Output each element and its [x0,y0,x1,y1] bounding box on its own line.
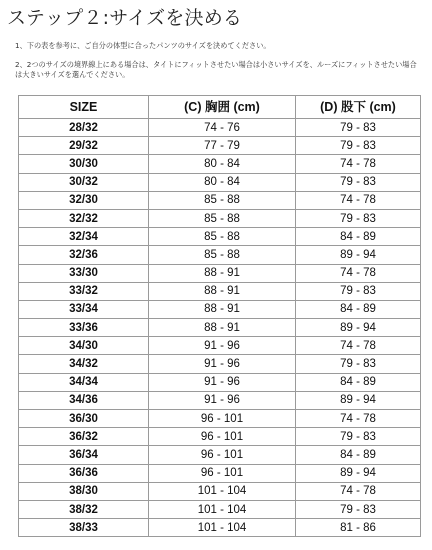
chest-cell: 80 - 84 [149,173,296,191]
inseam-cell: 89 - 94 [296,464,421,482]
header-chest: (C) 胸囲 (cm) [149,96,296,119]
inseam-cell: 84 - 89 [296,300,421,318]
size-cell: 33/34 [19,300,149,318]
size-cell: 32/34 [19,228,149,246]
inseam-cell: 79 - 83 [296,137,421,155]
table-row [19,519,421,537]
inseam-cell: 74 - 78 [296,191,421,209]
size-cell: 36/30 [19,410,149,428]
chest-cell: 101 - 104 [149,482,296,500]
inseam-cell: 81 - 86 [296,519,421,537]
table-row [19,191,421,209]
chest-cell: 77 - 79 [149,137,296,155]
inseam-cell: 74 - 78 [296,155,421,173]
chest-cell: 85 - 88 [149,246,296,264]
inseam-cell: 89 - 94 [296,319,421,337]
size-cell: 34/36 [19,391,149,409]
inseam-cell: 89 - 94 [296,391,421,409]
size-chart-table [18,95,421,537]
table-row [19,391,421,409]
table-row [19,209,421,227]
size-cell: 38/32 [19,500,149,518]
size-cell: 33/32 [19,282,149,300]
chest-cell: 88 - 91 [149,282,296,300]
inseam-cell: 79 - 83 [296,282,421,300]
size-cell: 30/32 [19,173,149,191]
inseam-cell: 84 - 89 [296,446,421,464]
size-cell: 38/30 [19,482,149,500]
inseam-cell: 74 - 78 [296,264,421,282]
size-cell: 38/33 [19,519,149,537]
inseam-cell: 79 - 83 [296,209,421,227]
chest-cell: 88 - 91 [149,319,296,337]
table-row [19,355,421,373]
table-row [19,282,421,300]
inseam-cell: 74 - 78 [296,410,421,428]
chest-cell: 101 - 104 [149,519,296,537]
inseam-cell: 84 - 89 [296,373,421,391]
table-row [19,500,421,518]
size-cell: 34/30 [19,337,149,355]
table-body [19,119,421,537]
size-cell: 36/34 [19,446,149,464]
inseam-cell: 79 - 83 [296,428,421,446]
size-cell: 29/32 [19,137,149,155]
size-cell: 33/30 [19,264,149,282]
size-cell: 34/34 [19,373,149,391]
table-row [19,464,421,482]
size-cell: 36/36 [19,464,149,482]
chest-cell: 85 - 88 [149,191,296,209]
inseam-cell: 84 - 89 [296,228,421,246]
chest-cell: 80 - 84 [149,155,296,173]
table-row [19,155,421,173]
table-row [19,373,421,391]
instructions [15,41,420,89]
size-cell: 28/32 [19,119,149,137]
chest-cell: 91 - 96 [149,373,296,391]
table-row [19,300,421,318]
inseam-cell: 79 - 83 [296,173,421,191]
chest-cell: 85 - 88 [149,209,296,227]
inseam-cell: 74 - 78 [296,337,421,355]
table-header-row [19,96,421,119]
header-size: SIZE [19,96,149,119]
table-row [19,482,421,500]
size-cell: 32/32 [19,209,149,227]
table-row [19,246,421,264]
inseam-cell: 89 - 94 [296,246,421,264]
chest-cell: 96 - 101 [149,410,296,428]
size-cell: 30/30 [19,155,149,173]
chest-cell: 96 - 101 [149,446,296,464]
size-cell: 36/32 [19,428,149,446]
chest-cell: 91 - 96 [149,391,296,409]
size-cell: 33/36 [19,319,149,337]
size-cell: 34/32 [19,355,149,373]
chest-cell: 101 - 104 [149,500,296,518]
chest-cell: 96 - 101 [149,428,296,446]
table-row [19,137,421,155]
chest-cell: 88 - 91 [149,300,296,318]
inseam-cell: 79 - 83 [296,355,421,373]
table-row [19,446,421,464]
chest-cell: 85 - 88 [149,228,296,246]
chest-cell: 88 - 91 [149,264,296,282]
size-cell: 32/36 [19,246,149,264]
size-cell: 32/30 [19,191,149,209]
chest-cell: 91 - 96 [149,355,296,373]
inseam-cell: 79 - 83 [296,119,421,137]
table-row [19,119,421,137]
table-row [19,428,421,446]
table-row [19,173,421,191]
inseam-cell: 79 - 83 [296,500,421,518]
chest-cell: 96 - 101 [149,464,296,482]
header-inseam: (D) 股下 (cm) [296,96,421,119]
table-row [19,337,421,355]
table-row [19,228,421,246]
table-row [19,410,421,428]
instruction-1: 1、下の表を参考に、ご自分の体型に合ったパンツのサイズを決めてください。 [15,41,271,50]
chest-cell: 74 - 76 [149,119,296,137]
table-row [19,264,421,282]
inseam-cell: 74 - 78 [296,482,421,500]
table-row [19,319,421,337]
page-title: ステップ２:サイズを決める [7,7,243,29]
chest-cell: 91 - 96 [149,337,296,355]
instruction-2: 2、2つのサイズの境界線上にある場合は、タイトにフィットさせたい場合は小さいサイズを、ルーズにフィットさせたい場合は大きいサイズを選んでください。 [15,59,417,79]
